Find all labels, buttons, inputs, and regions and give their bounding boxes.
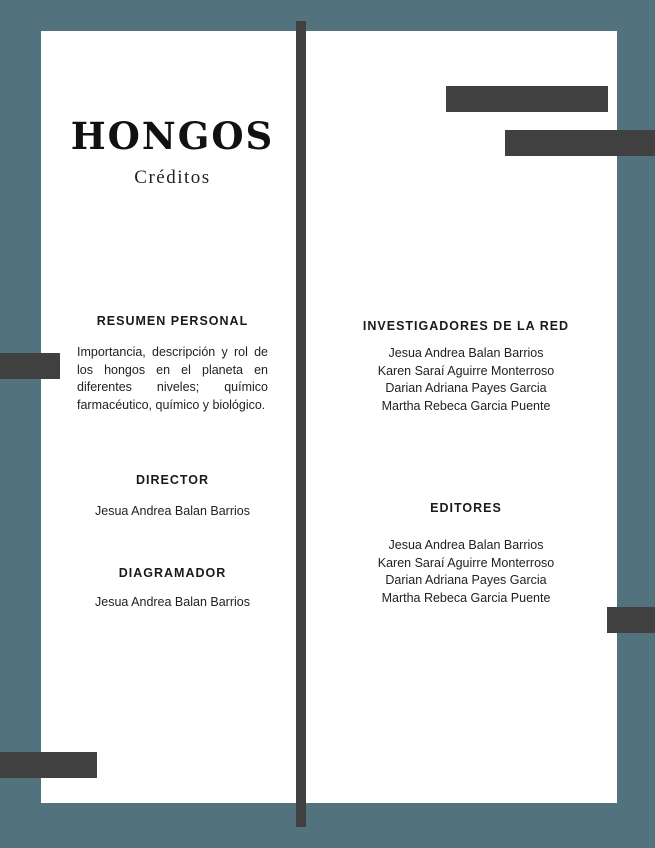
investigadores-list	[340, 345, 592, 415]
bottom-left-bar	[0, 752, 97, 778]
page-title: HONGOS	[70, 114, 275, 158]
resumen-heading: RESUMEN PERSONAL	[96, 314, 249, 328]
investigador-name: Karen Saraí Aguirre Monterroso	[377, 363, 555, 378]
left-middle-bar	[0, 353, 60, 379]
diagramador-heading: DIAGRAMADOR	[118, 566, 227, 580]
investigador-name: Martha Rebeca Garcia Puente	[381, 398, 551, 413]
editor-name: Karen Saraí Aguirre Monterroso	[377, 555, 555, 570]
page-subtitle: Créditos	[134, 167, 211, 188]
editores-heading: EDITORES	[430, 501, 502, 515]
top-right-bar-1	[446, 86, 608, 112]
director-heading: DIRECTOR	[135, 473, 210, 487]
right-lower-bar	[607, 607, 655, 633]
editor-name: Darian Adriana Payes Garcia	[385, 573, 547, 588]
diagramador-name: Jesua Andrea Balan Barrios	[95, 595, 250, 609]
investigadores-heading: INVESTIGADORES DE LA RED	[362, 319, 570, 333]
investigador-name: Jesua Andrea Balan Barrios	[388, 346, 544, 360]
editores-list	[340, 537, 592, 607]
editor-name: Martha Rebeca Garcia Puente	[381, 590, 551, 605]
investigador-name: Darian Adriana Payes Garcia	[385, 381, 547, 396]
director-name: Jesua Andrea Balan Barrios	[95, 504, 250, 518]
top-right-bar-2	[505, 130, 655, 156]
resumen-text: Importancia, descripción y rol de los hongos en el planeta en diferentes niveles; químico farmacéutico, químico y biológico.	[77, 345, 268, 412]
editor-name: Jesua Andrea Balan Barrios	[388, 538, 544, 552]
